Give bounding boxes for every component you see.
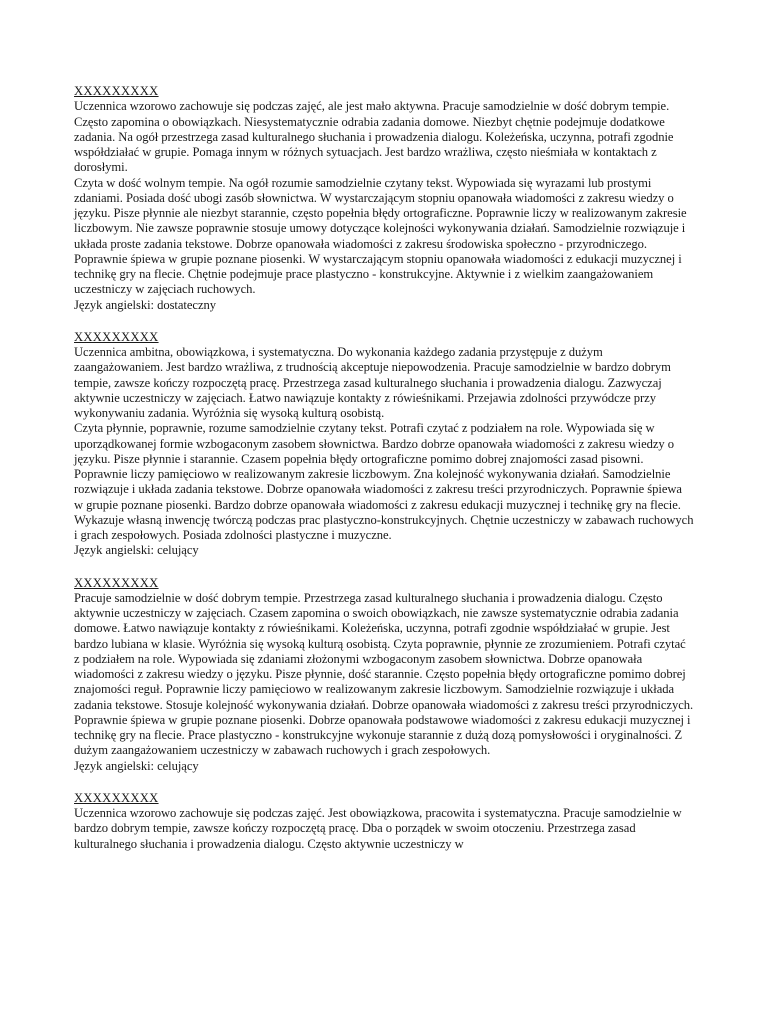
english-grade: Język angielski: celujący <box>74 543 199 558</box>
student-report-3 <box>74 576 694 774</box>
student-name-heading: XXXXXXXXX <box>74 84 159 98</box>
report-paragraph: Uczennica wzorowo zachowuje się podczas zajęć. Jest obowiązkowa, pracowita i systematyczna. Pracuje samodzielnie w bardzo dobrym tempie, zawsze kończy rozpoczętą pracę. Dba o porządek w swoim otoczeniu. Przestrzega zasad kulturalnego słuchania i prowadzenia dialogu. Często aktywnie uczestniczy w <box>74 806 682 851</box>
english-grade: Język angielski: dostateczny <box>74 297 216 312</box>
student-report-2 <box>74 330 694 559</box>
skills-paragraph: Czyta w dość wolnym tempie. Na ogół rozumie samodzielnie czytany tekst. Wypowiada się wyrazami lub prostymi zdaniami. Posiada dość ubogi zasób słownictwa. W wystarczającym stopniu opanowała wiadomości z zakresu wiedzy o języku. Pisze płynnie ale niezbyt starannie, często popełnia błędy ortograficzne. Poprawnie liczy w realizowanym zakresie liczbowym. Nie zawsze poprawnie stosuje umowy dotyczące kolejności wykonywania działań. Samodzielnie rozwiązuje i układa proste zadania tekstowe. Dobrze opanowała wiadomości z zakresu środowiska społeczno - przyrodniczego. Poprawnie śpiewa w grupie poznane piosenki. W wystarczającym stopniu opanowała wiadomości z edukacji muzycznej i technikę gry na flecie. Chętnie podejmuje prace plastyczno - konstrukcyjne. Aktywnie i z wielkim zaangażowaniem uczestniczy w zajęciach ruchowych. <box>74 175 687 297</box>
document-page <box>74 84 694 869</box>
behavior-paragraph: Uczennica wzorowo zachowuje się podczas zajęć, ale jest mało aktywna. Pracuje samodzielnie w dość dobrym tempie. Często zapomina o obowiązkach. Niesystematycznie odrabia zadania domowe. Niezbyt chętnie podejmuje dodatkowe zadania. Na ogół przestrzega zasad kulturalnego słuchania i prowadzenia dialogu. Koleżeńska, uczynna, potrafi zgodnie współdziałać w grupie. Pomaga innym w różnych sytuacjach. Jest bardzo wrażliwa, często nieśmiała w kontaktach z dorosłymi. <box>74 99 674 175</box>
student-name-heading: XXXXXXXXX <box>74 575 159 590</box>
behavior-paragraph: Uczennica ambitna, obowiązkowa, i systematyczna. Do wykonania każdego zadania przystępuje z dużym zaangażowaniem. Jest bardzo wrażliwa, z trudnością akceptuje niepowodzenia. Pracuje samodzielnie w bardzo dobrym tempie, zawsze kończy rozpoczętą pracę. Przestrzega zasad kulturalnego słuchania i prowadzenia dialogu. Zazwyczaj aktywnie uczestniczy w zajęciach. Łatwo nawiązuje kontakty z rówieśnikami. Przejawia zdolności przywódcze przy wykonywaniu zadania. Wyróżnia się wysoką kulturą osobistą. <box>74 345 671 420</box>
student-name-heading: XXXXXXXXX <box>74 329 159 344</box>
english-grade: Język angielski: celujący <box>74 758 199 773</box>
student-name-heading: XXXXXXXXX <box>74 790 159 805</box>
report-paragraph: Pracuje samodzielnie w dość dobrym tempie. Przestrzega zasad kulturalnego słuchania i prowadzenia dialogu. Często aktywnie uczestniczy w zajęciach. Czasem zapomina o swoich obowiązkach, nie zawsze systematycznie odrabia zadania domowe. Łatwo nawiązuje kontakty z rówieśnikami. Koleżeńska, uczynna, potrafi zgodnie współdziałać w grupie. Jest bardzo lubiana w klasie. Wyróżnia się wysoką kulturą osobistą. Czyta poprawnie, płynnie ze zrozumieniem. Potrafi czytać z podziałem na role. Wypowiada się zdaniami złożonymi wzbogaconym zasobem słownictwa. Dobrze opanowała wiadomości z zakresu wiedzy o języku. Pisze płynnie, dość starannie. Często popełnia błędy ortograficzne pomimo dobrej znajomości reguł. Poprawnie liczy pamięciowo w realizowanym zakresie liczbowym. Samodzielnie rozwiązuje i układa zadania tekstowe. Stosuje kolejność wykonywania działań. Dobrze opanowała wiadomości z zakresu treści przyrodniczych. Poprawnie śpiewa w grupie poznane piosenki. Dobrze opanowała podstawowe wiadomości z zakresu edukacji muzycznej i technikę gry na flecie. Prace plastyczno - konstrukcyjne wykonuje starannie z dużą dozą pomysłowości i oryginalności. Z dużym zaangażowaniem uczestniczy w zabawach ruchowych i grach zespołowych. <box>74 590 694 758</box>
skills-paragraph: Czyta płynnie, poprawnie, rozume samodzielnie czytany tekst. Potrafi czytać z podziałem na role. Wypowiada się w uporządkowanej formie wzbogaconym zasobem słownictwa. Bardzo dobrze opanowała wiadomości z zakresu wiedzy o języku. Pisze płynnie i starannie. Czasem popełnia błędy ortograficzne pomimo dobrej znajomości zasad pisowni. Poprawnie liczy pamięciowo w realizowanym zakresie liczbowym. Zna kolejność wykonywania działań. Samodzielnie rozwiązuje i układa zadania tekstowe. Dobrze opanowała wiadomości z zakresu treści przyrodniczych. Poprawnie śpiewa w grupie poznane piosenki. Bardzo dobrze opanowała wiadomości z zakresu edukacji muzycznej i technikę gry na flecie. Wykazuje własną inwencję twórczą podczas prac plastyczno-konstrukcyjnych. Chętnie uczestniczy w zabawach ruchowych i grach zespołowych. Posiada zdolności plastyczne i muzyczne. <box>74 421 694 542</box>
student-report-4 <box>74 791 694 852</box>
student-report-1 <box>74 84 694 313</box>
